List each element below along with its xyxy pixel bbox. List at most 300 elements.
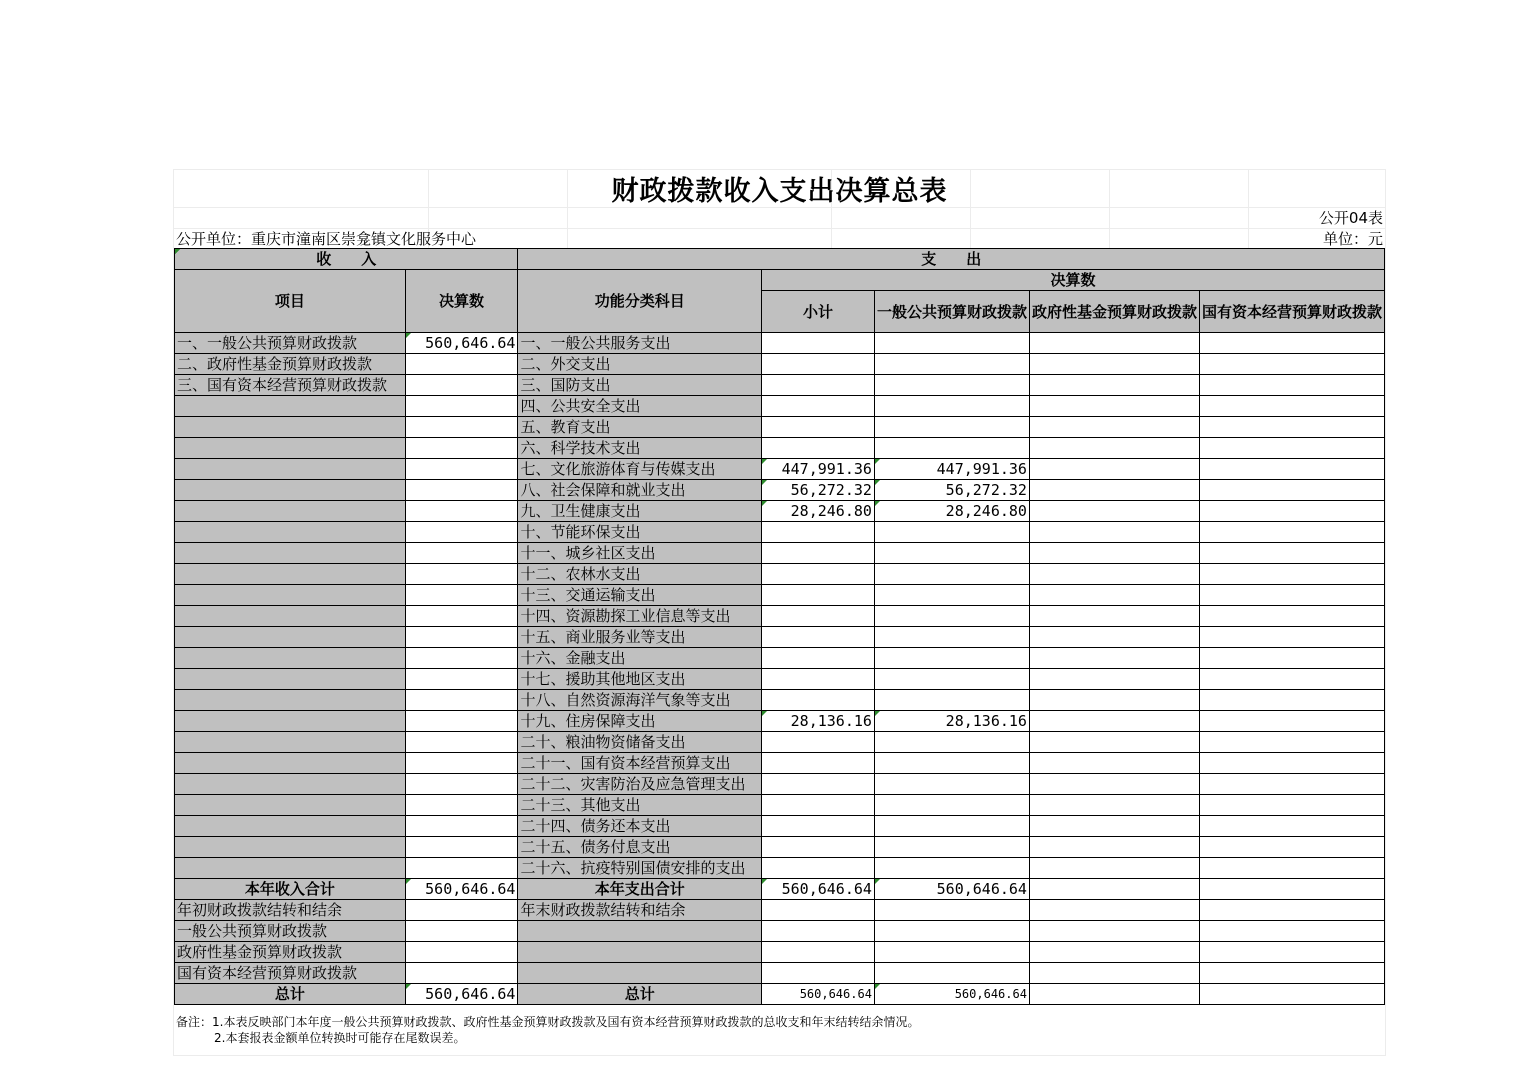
carryover-capital-cell[interactable] — [1199, 942, 1384, 963]
income-amount-cell[interactable] — [405, 501, 518, 522]
subtotal-cell[interactable] — [762, 753, 875, 774]
general-budget-cell[interactable] — [874, 585, 1029, 606]
grand-total-general-text: 560,646.64 — [954, 987, 1027, 1001]
income-amount-cell[interactable] — [405, 522, 518, 543]
gov-fund-cell[interactable] — [1029, 522, 1199, 543]
carryover-capital-cell[interactable] — [1199, 963, 1384, 984]
table-row — [175, 543, 1385, 564]
func-category-cell[interactable] — [518, 480, 762, 501]
func-category-cell[interactable] — [518, 354, 762, 375]
general-budget-cell[interactable] — [874, 438, 1029, 459]
gov-fund-cell[interactable] — [1029, 333, 1199, 354]
state-capital-cell[interactable] — [1199, 795, 1384, 816]
table-row — [175, 522, 1385, 543]
budget-table — [174, 248, 1385, 1005]
table-row — [175, 354, 1385, 375]
grand-total-right-label[interactable] — [518, 984, 762, 1005]
carryover-subtotal-cell[interactable] — [762, 963, 875, 984]
gov-fund-cell[interactable] — [1029, 690, 1199, 711]
carryover-subtotal-cell[interactable] — [762, 942, 875, 963]
subtotal-cell[interactable] — [762, 585, 875, 606]
income-amount-cell[interactable] — [405, 480, 518, 501]
func-category-cell[interactable] — [518, 501, 762, 522]
table-row — [175, 375, 1385, 396]
subtotal-cell[interactable] — [762, 837, 875, 858]
income-amount-cell[interactable] — [405, 711, 518, 732]
income-item-cell[interactable] — [175, 774, 406, 795]
grand-total-general[interactable] — [874, 984, 1029, 1005]
subtotal-cell[interactable] — [762, 459, 875, 480]
state-capital-cell[interactable] — [1199, 375, 1384, 396]
gov-fund-cell[interactable] — [1029, 501, 1199, 522]
gov-fund-cell[interactable] — [1029, 732, 1199, 753]
table-row — [175, 585, 1385, 606]
income-amount-cell[interactable] — [405, 396, 518, 417]
grand-total-subtotal[interactable] — [762, 984, 875, 1005]
income-item-cell[interactable] — [175, 417, 406, 438]
general-budget-cell[interactable] — [874, 732, 1029, 753]
income-item-cell-text: 三、国有资本经营预算财政拨款 — [177, 376, 388, 394]
carryover-amount-cell[interactable] — [405, 963, 518, 984]
general-budget-cell-text: 28,136.16 — [945, 712, 1027, 730]
general-budget-cell[interactable] — [874, 837, 1029, 858]
subtotal-cell[interactable] — [762, 417, 875, 438]
table-row — [175, 648, 1385, 669]
general-budget-cell[interactable] — [874, 753, 1029, 774]
carryover-general-cell[interactable] — [874, 900, 1029, 921]
state-capital-cell[interactable] — [1199, 585, 1384, 606]
expense-total-subtotal[interactable] — [762, 879, 875, 900]
func-category-cell-text: 十八、自然资源海洋气象等支出 — [520, 691, 731, 709]
state-capital-cell[interactable] — [1199, 732, 1384, 753]
gov-fund-cell[interactable] — [1029, 711, 1199, 732]
income-amount-cell[interactable] — [405, 375, 518, 396]
state-capital-header: 国有资本经营预算财政拨款 — [1199, 291, 1384, 333]
general-budget-cell[interactable] — [874, 480, 1029, 501]
income-amount-cell[interactable] — [405, 753, 518, 774]
income-total-amount-text: 560,646.64 — [425, 880, 516, 898]
state-capital-cell[interactable] — [1199, 627, 1384, 648]
carryover-amount-cell[interactable] — [405, 942, 518, 963]
footnotes — [176, 1014, 919, 1046]
func-category-cell-text: 四、公共安全支出 — [520, 397, 641, 415]
grand-total-left-label-text: 总计 — [274, 985, 305, 1003]
func-category-cell[interactable] — [518, 333, 762, 354]
income-item-cell[interactable] — [175, 543, 406, 564]
income-amount-cell[interactable] — [405, 459, 518, 480]
income-amount-cell[interactable] — [405, 795, 518, 816]
subtotal-cell[interactable] — [762, 858, 875, 879]
spreadsheet-sheet — [173, 169, 1386, 1056]
table-row — [175, 396, 1385, 417]
income-item-cell[interactable] — [175, 459, 406, 480]
subtotal-cell[interactable] — [762, 669, 875, 690]
gov-fund-cell[interactable] — [1029, 417, 1199, 438]
subtotal-cell[interactable] — [762, 438, 875, 459]
func-category-cell-text: 七、文化旅游体育与传媒支出 — [520, 460, 716, 478]
carryover-fund-cell[interactable] — [1029, 900, 1199, 921]
general-budget-cell[interactable] — [874, 627, 1029, 648]
subtotal-cell[interactable] — [762, 354, 875, 375]
general-budget-cell[interactable] — [874, 690, 1029, 711]
subtotal-cell[interactable] — [762, 543, 875, 564]
grand-total-left-amount[interactable] — [405, 984, 518, 1005]
subtotal-cell[interactable] — [762, 564, 875, 585]
gov-fund-cell[interactable] — [1029, 837, 1199, 858]
state-capital-cell[interactable] — [1199, 816, 1384, 837]
func-category-cell[interactable] — [518, 606, 762, 627]
func-category-cell-text: 十六、金融支出 — [520, 649, 626, 667]
carryover-row — [175, 942, 1385, 963]
income-item-cell[interactable] — [175, 837, 406, 858]
func-category-cell-text: 五、教育支出 — [520, 418, 611, 436]
subtotal-cell-text: 28,136.16 — [790, 712, 872, 730]
state-capital-cell[interactable] — [1199, 543, 1384, 564]
table-number: 公开04表 — [1318, 209, 1383, 227]
general-budget-cell[interactable] — [874, 669, 1029, 690]
state-capital-cell[interactable] — [1199, 438, 1384, 459]
gov-fund-cell[interactable] — [1029, 354, 1199, 375]
subtotal-cell[interactable] — [762, 375, 875, 396]
func-category-cell[interactable] — [518, 585, 762, 606]
general-budget-cell[interactable] — [874, 858, 1029, 879]
carryover-fund-cell[interactable] — [1029, 963, 1199, 984]
grand-total-left-label[interactable] — [175, 984, 406, 1005]
grand-total-fund[interactable] — [1029, 984, 1199, 1005]
cell-marker-icon — [875, 501, 880, 506]
subtotal-cell[interactable] — [762, 333, 875, 354]
state-capital-cell[interactable] — [1199, 858, 1384, 879]
carryover-amount-cell[interactable] — [405, 921, 518, 942]
subtotal-header: 小计 — [762, 291, 875, 333]
carryover-item-cell[interactable] — [175, 900, 406, 921]
func-category-cell[interactable] — [518, 858, 762, 879]
note-1: 备注：1.本表反映部门本年度一般公共预算财政拨款、政府性基金预算财政拨款及国有资本经营预算财政拨款的总收支和年末结转结余情况。 — [176, 1015, 920, 1029]
gov-fund-cell[interactable] — [1029, 396, 1199, 417]
subtotal-cell[interactable] — [762, 606, 875, 627]
income-item-cell[interactable] — [175, 669, 406, 690]
income-item-cell[interactable] — [175, 753, 406, 774]
general-budget-cell[interactable] — [874, 459, 1029, 480]
general-budget-cell[interactable] — [874, 774, 1029, 795]
func-category-cell[interactable] — [518, 795, 762, 816]
gov-fund-cell[interactable] — [1029, 858, 1199, 879]
income-item-cell[interactable] — [175, 858, 406, 879]
income-item-cell[interactable] — [175, 354, 406, 375]
gov-fund-cell[interactable] — [1029, 375, 1199, 396]
item-header: 项目 — [175, 270, 406, 333]
general-budget-header: 一般公共预算财政拨款 — [874, 291, 1029, 333]
cell-marker-icon — [875, 480, 880, 485]
expense-total-general[interactable] — [874, 879, 1029, 900]
subtotal-cell[interactable] — [762, 711, 875, 732]
gov-fund-cell[interactable] — [1029, 459, 1199, 480]
table-row — [175, 732, 1385, 753]
state-capital-cell[interactable] — [1199, 417, 1384, 438]
income-item-cell[interactable] — [175, 438, 406, 459]
gov-fund-cell[interactable] — [1029, 585, 1199, 606]
expense-header: 支 出 — [518, 249, 1385, 270]
func-category-cell[interactable] — [518, 522, 762, 543]
subtotal-cell[interactable] — [762, 690, 875, 711]
carryover-subtotal-cell[interactable] — [762, 900, 875, 921]
state-capital-cell[interactable] — [1199, 354, 1384, 375]
carryover-func-cell[interactable] — [518, 963, 762, 984]
gov-fund-cell[interactable] — [1029, 816, 1199, 837]
expense-total-general-text: 560,646.64 — [936, 880, 1027, 898]
income-amount-cell[interactable] — [405, 858, 518, 879]
general-budget-cell[interactable] — [874, 795, 1029, 816]
state-capital-cell[interactable] — [1199, 333, 1384, 354]
carryover-item-cell-text: 一般公共预算财政拨款 — [177, 922, 328, 940]
general-budget-cell[interactable] — [874, 354, 1029, 375]
income-item-cell[interactable] — [175, 522, 406, 543]
func-category-cell[interactable] — [518, 375, 762, 396]
cell-marker-icon — [406, 333, 411, 338]
cell-marker-icon — [762, 711, 767, 716]
cell-marker-icon — [762, 480, 767, 485]
income-amount-cell[interactable] — [405, 837, 518, 858]
carryover-item-cell-text: 国有资本经营预算财政拨款 — [177, 964, 358, 982]
table-row — [175, 438, 1385, 459]
income-amount-cell[interactable] — [405, 417, 518, 438]
note-2: 2.本套报表金额单位转换时可能存在尾数误差。 — [214, 1031, 466, 1045]
func-category-cell[interactable] — [518, 648, 762, 669]
carryover-row — [175, 921, 1385, 942]
income-item-cell[interactable] — [175, 333, 406, 354]
table-row — [175, 564, 1385, 585]
general-budget-cell[interactable] — [874, 375, 1029, 396]
func-category-cell-text: 十二、农林水支出 — [520, 565, 641, 583]
func-category-cell[interactable] — [518, 417, 762, 438]
carryover-general-cell[interactable] — [874, 921, 1029, 942]
table-row — [175, 753, 1385, 774]
gov-fund-cell[interactable] — [1029, 438, 1199, 459]
state-capital-cell[interactable] — [1199, 522, 1384, 543]
state-capital-cell[interactable] — [1199, 480, 1384, 501]
subtotal-cell[interactable] — [762, 648, 875, 669]
state-capital-cell[interactable] — [1199, 669, 1384, 690]
gov-fund-cell[interactable] — [1029, 606, 1199, 627]
income-amount-cell[interactable] — [405, 627, 518, 648]
carryover-row — [175, 963, 1385, 984]
subtotal-cell[interactable] — [762, 816, 875, 837]
carryover-amount-cell[interactable] — [405, 900, 518, 921]
general-budget-cell[interactable] — [874, 417, 1029, 438]
func-category-cell[interactable] — [518, 459, 762, 480]
income-amount-cell[interactable] — [405, 774, 518, 795]
state-capital-cell[interactable] — [1199, 459, 1384, 480]
general-budget-cell[interactable] — [874, 543, 1029, 564]
state-capital-cell[interactable] — [1199, 690, 1384, 711]
income-amount-cell[interactable] — [405, 732, 518, 753]
subtotal-cell-text: 56,272.32 — [790, 481, 872, 499]
state-capital-cell[interactable] — [1199, 564, 1384, 585]
income-amount-cell[interactable] — [405, 564, 518, 585]
state-capital-cell[interactable] — [1199, 774, 1384, 795]
table-row — [175, 480, 1385, 501]
general-budget-cell[interactable] — [874, 522, 1029, 543]
gov-fund-cell[interactable] — [1029, 669, 1199, 690]
func-category-cell[interactable] — [518, 837, 762, 858]
general-budget-cell[interactable] — [874, 396, 1029, 417]
general-budget-cell[interactable] — [874, 648, 1029, 669]
income-item-cell[interactable] — [175, 690, 406, 711]
income-item-cell[interactable] — [175, 480, 406, 501]
income-amount-cell[interactable] — [405, 606, 518, 627]
expense-total-label[interactable] — [518, 879, 762, 900]
func-category-header: 功能分类科目 — [518, 270, 762, 333]
cell-marker-icon — [762, 459, 767, 464]
subtotal-cell[interactable] — [762, 501, 875, 522]
general-budget-cell[interactable] — [874, 606, 1029, 627]
carryover-item-cell[interactable] — [175, 942, 406, 963]
table-row — [175, 837, 1385, 858]
income-item-cell[interactable] — [175, 396, 406, 417]
table-row — [175, 459, 1385, 480]
state-capital-cell[interactable] — [1199, 711, 1384, 732]
general-budget-cell-text: 56,272.32 — [945, 481, 1027, 499]
gov-fund-cell[interactable] — [1029, 795, 1199, 816]
income-amount-cell[interactable] — [405, 816, 518, 837]
income-amount-cell[interactable] — [405, 585, 518, 606]
subtotal-cell[interactable] — [762, 480, 875, 501]
func-category-cell[interactable] — [518, 543, 762, 564]
gov-fund-cell[interactable] — [1029, 627, 1199, 648]
cell-marker-icon — [875, 711, 880, 716]
income-amount-cell[interactable] — [405, 333, 518, 354]
currency-unit: 单位：元 — [1322, 230, 1383, 248]
income-total-label[interactable] — [175, 879, 406, 900]
func-category-cell[interactable] — [518, 564, 762, 585]
state-capital-cell[interactable] — [1199, 753, 1384, 774]
income-amount-cell[interactable] — [405, 438, 518, 459]
income-total-amount[interactable] — [405, 879, 518, 900]
carryover-fund-cell[interactable] — [1029, 921, 1199, 942]
grand-total-subtotal-text: 560,646.64 — [799, 987, 872, 1001]
subtotal-cell[interactable] — [762, 522, 875, 543]
func-category-cell[interactable] — [518, 627, 762, 648]
carryover-fund-cell[interactable] — [1029, 942, 1199, 963]
general-budget-cell[interactable] — [874, 711, 1029, 732]
state-capital-cell[interactable] — [1199, 501, 1384, 522]
general-budget-cell[interactable] — [874, 501, 1029, 522]
income-header: 收 入 — [175, 249, 518, 270]
carryover-item-cell[interactable] — [175, 921, 406, 942]
carryover-subtotal-cell[interactable] — [762, 921, 875, 942]
income-item-cell[interactable] — [175, 375, 406, 396]
func-category-cell[interactable] — [518, 396, 762, 417]
income-amount-cell[interactable] — [405, 690, 518, 711]
subtotal-cell[interactable] — [762, 396, 875, 417]
carryover-capital-cell[interactable] — [1199, 900, 1384, 921]
income-item-cell[interactable] — [175, 711, 406, 732]
subtotal-cell[interactable] — [762, 795, 875, 816]
carryover-capital-cell[interactable] — [1199, 921, 1384, 942]
general-budget-cell-text: 447,991.36 — [936, 460, 1027, 478]
subtotal-cell-text: 28,246.80 — [790, 502, 872, 520]
state-capital-cell[interactable] — [1199, 606, 1384, 627]
carryover-func-cell[interactable] — [518, 921, 762, 942]
subtotal-cell[interactable] — [762, 732, 875, 753]
carryover-item-cell-text: 年初财政拨款结转和结余 — [177, 901, 343, 919]
carryover-general-cell[interactable] — [874, 963, 1029, 984]
carryover-func-cell[interactable] — [518, 900, 762, 921]
func-category-cell[interactable] — [518, 711, 762, 732]
gov-fund-cell[interactable] — [1029, 753, 1199, 774]
grand-total-capital[interactable] — [1199, 984, 1384, 1005]
income-item-cell[interactable] — [175, 564, 406, 585]
gov-fund-cell[interactable] — [1029, 543, 1199, 564]
carryover-item-cell-text: 政府性基金预算财政拨款 — [177, 943, 343, 961]
func-category-cell[interactable] — [518, 753, 762, 774]
subtotal-cell[interactable] — [762, 774, 875, 795]
func-category-cell-text: 十七、援助其他地区支出 — [520, 670, 686, 688]
income-item-cell[interactable] — [175, 606, 406, 627]
func-category-cell[interactable] — [518, 669, 762, 690]
income-item-cell[interactable] — [175, 585, 406, 606]
cell-marker-icon — [875, 459, 880, 464]
gov-fund-cell[interactable] — [1029, 774, 1199, 795]
func-category-cell-text: 十四、资源勘探工业信息等支出 — [520, 607, 731, 625]
gov-fund-cell[interactable] — [1029, 648, 1199, 669]
func-category-cell-text: 十三、交通运输支出 — [520, 586, 656, 604]
carryover-general-cell[interactable] — [874, 942, 1029, 963]
income-item-cell[interactable] — [175, 732, 406, 753]
income-item-cell[interactable] — [175, 627, 406, 648]
gov-fund-cell[interactable] — [1029, 564, 1199, 585]
income-amount-cell[interactable] — [405, 543, 518, 564]
income-amount-cell[interactable] — [405, 669, 518, 690]
general-budget-cell[interactable] — [874, 816, 1029, 837]
state-capital-cell[interactable] — [1199, 837, 1384, 858]
state-capital-cell[interactable] — [1199, 648, 1384, 669]
carryover-item-cell[interactable] — [175, 963, 406, 984]
gov-fund-header: 政府性基金预算财政拨款 — [1029, 291, 1199, 333]
state-capital-cell[interactable] — [1199, 396, 1384, 417]
general-budget-cell[interactable] — [874, 564, 1029, 585]
table-row — [175, 858, 1385, 879]
page-title: 财政拨款收入支出决算总表 — [611, 176, 948, 207]
income-amount-cell[interactable] — [405, 354, 518, 375]
func-category-cell-text: 九、卫生健康支出 — [520, 502, 641, 520]
func-category-cell[interactable] — [518, 438, 762, 459]
subtotal-cell[interactable] — [762, 627, 875, 648]
income-item-cell[interactable] — [175, 648, 406, 669]
general-budget-cell[interactable] — [874, 333, 1029, 354]
expense-total-fund[interactable] — [1029, 879, 1199, 900]
table-row — [175, 690, 1385, 711]
func-category-cell-text: 十一、城乡社区支出 — [520, 544, 656, 562]
amount-header: 决算数 — [405, 270, 518, 333]
func-category-cell[interactable] — [518, 774, 762, 795]
carryover-func-cell[interactable] — [518, 942, 762, 963]
income-item-cell-text: 一、一般公共预算财政拨款 — [177, 334, 358, 352]
income-amount-cell[interactable] — [405, 648, 518, 669]
income-amount-cell-text: 560,646.64 — [425, 334, 516, 352]
func-category-cell-text: 一、一般公共服务支出 — [520, 334, 671, 352]
expense-total-capital[interactable] — [1199, 879, 1384, 900]
table-row — [175, 711, 1385, 732]
func-category-cell[interactable] — [518, 816, 762, 837]
func-category-cell[interactable] — [518, 690, 762, 711]
func-category-cell[interactable] — [518, 732, 762, 753]
income-item-cell[interactable] — [175, 501, 406, 522]
income-item-cell[interactable] — [175, 816, 406, 837]
gov-fund-cell[interactable] — [1029, 480, 1199, 501]
income-item-cell[interactable] — [175, 795, 406, 816]
cell-marker-icon — [406, 984, 411, 989]
